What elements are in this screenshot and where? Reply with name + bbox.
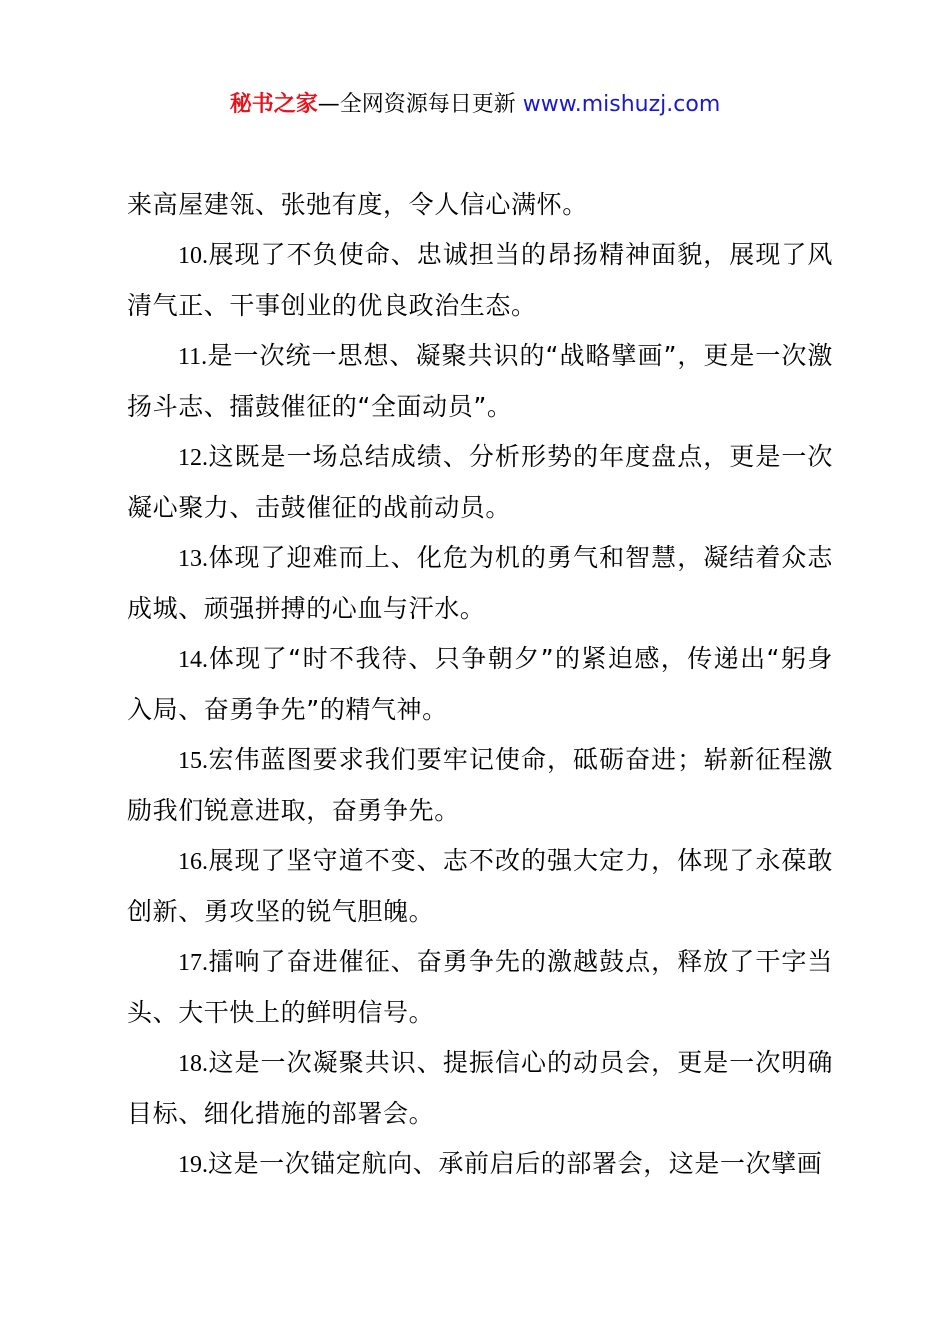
list-item	[127, 331, 833, 432]
list-item	[127, 735, 833, 836]
list-item	[127, 432, 833, 533]
list-item	[127, 1139, 833, 1190]
item-number: 17.	[178, 950, 208, 976]
list-item	[127, 937, 833, 1038]
item-number: 13.	[178, 546, 208, 572]
list-item	[127, 1038, 833, 1139]
page-header	[0, 88, 950, 122]
list-item	[127, 634, 833, 735]
item-number: 18.	[178, 1051, 208, 1077]
item-number: 16.	[178, 849, 208, 875]
brand-name: 秘书之家	[229, 92, 318, 117]
item-text: 这是一次锚定航向、承前启后的部署会，这是一次擘画	[208, 1149, 823, 1178]
item-text: 体现了迎难而上、化危为机的勇气和智慧，凝结着众志成城、顽强拼搏的心血与汗水。	[127, 543, 833, 623]
site-url[interactable]: www.mishuzj.com	[522, 92, 721, 117]
item-number: 10.	[178, 243, 208, 269]
item-text: 体现了“时不我待、只争朝夕”的紧迫感，传递出“躬身入局、奋勇争先”的精气神。	[127, 644, 833, 724]
item-text: 是一次统一思想、凝聚共识的“战略擘画”，更是一次激扬斗志、擂鼓催征的“全面动员”。	[127, 341, 833, 421]
item-number: 11.	[178, 344, 208, 370]
item-text: 这是一次凝聚共识、提振信心的动员会，更是一次明确目标、细化措施的部署会。	[127, 1048, 833, 1128]
document-body	[127, 180, 833, 1190]
item-text: 展现了不负使命、忠诚担当的昂扬精神面貌，展现了风清气正、干事创业的优良政治生态。	[127, 240, 833, 320]
item-number: 19.	[178, 1152, 208, 1178]
list-item	[127, 230, 833, 331]
paragraph-text: 来高屋建瓴、张弛有度，令人信心满怀。	[127, 190, 588, 219]
item-number: 15.	[178, 748, 208, 774]
item-number: 12.	[178, 445, 208, 471]
list-item	[127, 836, 833, 937]
item-text: 展现了坚守道不变、志不改的强大定力，体现了永葆敢创新、勇攻坚的锐气胆魄。	[127, 846, 833, 926]
header-tagline: —全网资源每日更新	[317, 92, 523, 117]
paragraph	[127, 180, 833, 230]
item-text: 宏伟蓝图要求我们要牢记使命，砥砺奋进；崭新征程激励我们锐意进取，奋勇争先。	[127, 745, 833, 825]
item-text: 擂响了奋进催征、奋勇争先的激越鼓点，释放了干字当头、大干快上的鲜明信号。	[127, 947, 833, 1027]
item-text: 这既是一场总结成绩、分析形势的年度盘点，更是一次凝心聚力、击鼓催征的战前动员。	[127, 442, 833, 522]
list-item	[127, 533, 833, 634]
item-number: 14.	[178, 647, 208, 673]
